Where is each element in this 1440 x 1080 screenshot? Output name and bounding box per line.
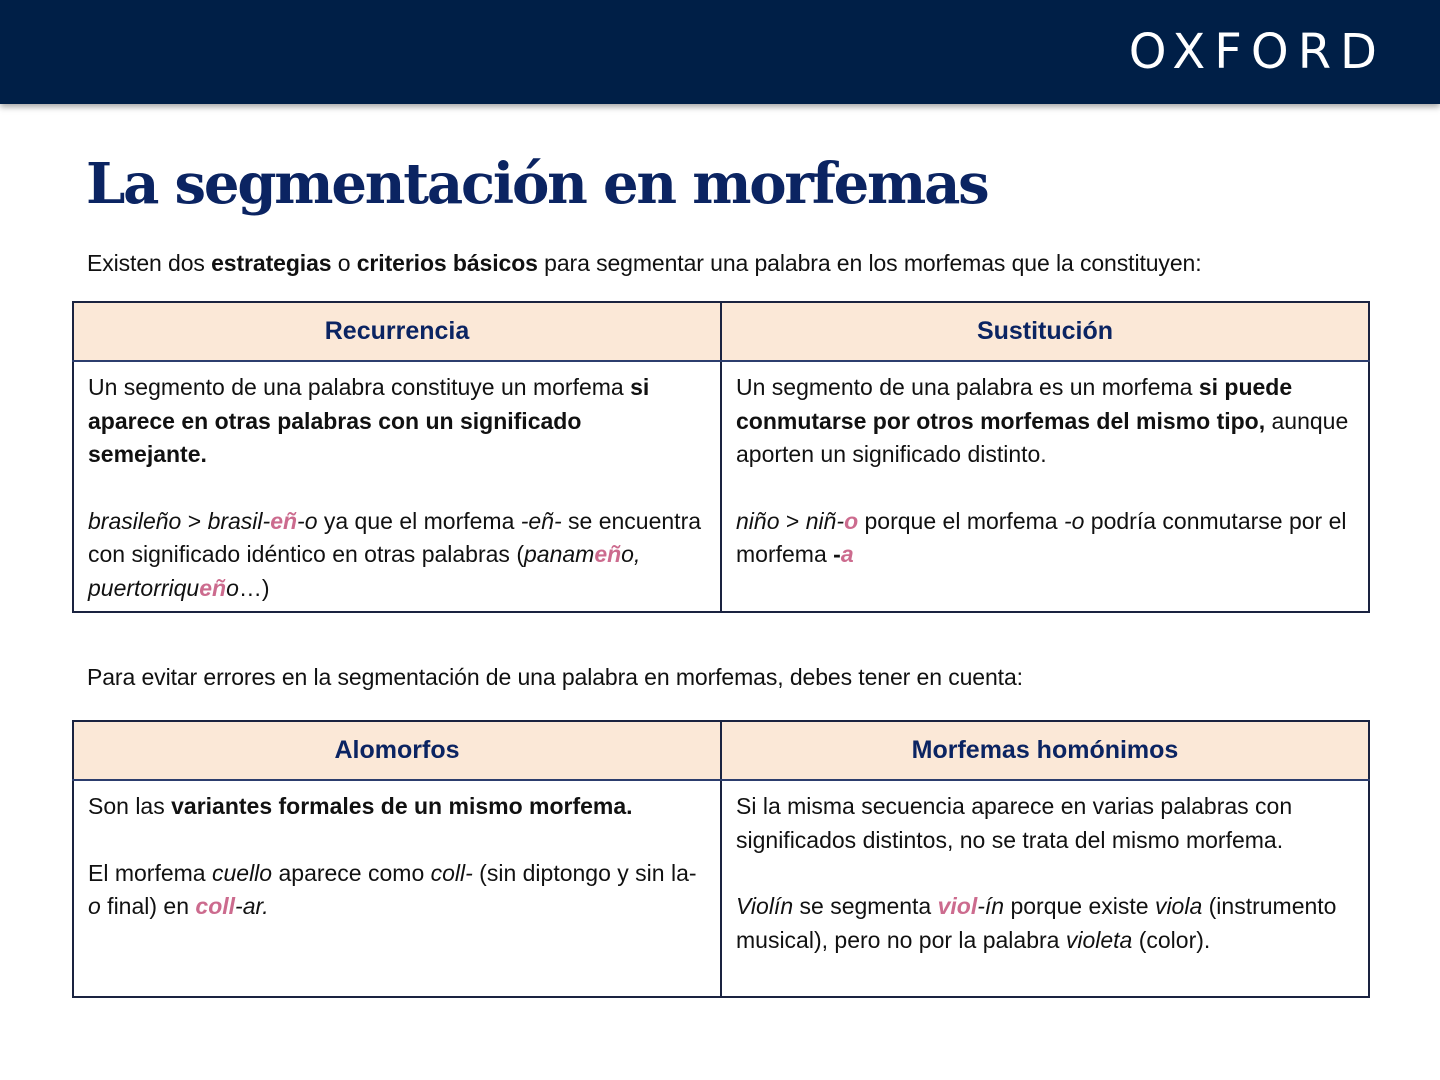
highlight-morpheme: viol [937,893,978,919]
oxford-logo: OXFORD [1128,24,1386,80]
definition-recurrencia: Un segmento de una palabra constituye un morfema si aparece en otras palabras con un significado semejante. [88,374,650,467]
intro-paragraph: Existen dos estrategias o criterios básicos para segmentar una palabra en los morfemas que la constituyen: [87,250,1202,276]
page-title: La segmentación en morfemas [86,151,988,217]
cell-recurrencia [73,361,721,612]
definition-sustitucion: Un segmento de una palabra es un morfema si puede conmutarse por otros morfemas del mismo tipo, aunque aporten un significado distinto. [736,374,1349,467]
example-morfemas-homonimos: Violín se segmenta viol-ín porque existe viola (instrumento musical), pero no por la palabra violeta (color). [736,893,1337,953]
strategies-table [72,301,1370,613]
top-banner [0,0,1440,104]
cell-sustitucion [721,361,1369,612]
highlight-morpheme: eñ [199,574,227,601]
highlight-morpheme: a [840,541,854,567]
warning-paragraph: Para evitar errores en la segmentación de una palabra en morfemas, debes tener en cuenta: [87,664,1023,690]
errors-table [72,720,1370,998]
example-recurrencia: brasileño > brasil-eñ-o ya que el morfema -eñ- se encuentra con significado idéntico en otras palabras (panameño, puertorriqueño…) [88,507,702,601]
definition-morfemas-homonimos: Si la misma secuencia aparece en varias palabras con significados distintos, no se trata del mismo morfema. [736,793,1293,853]
header-morfemas-homonimos: Morfemas homónimos [721,721,1369,780]
cell-alomorfos [73,780,721,997]
highlight-morpheme: o [844,507,859,534]
cell-morfemas-homonimos [721,780,1369,997]
definition-alomorfos: Son las variantes formales de un mismo morfema. [88,793,633,819]
example-sustitucion: niño > niñ-o porque el morfema -o podría conmutarse por el morfema -a [736,507,1347,567]
highlight-morpheme: eñ [594,541,622,567]
highlight-morpheme: coll [195,893,236,919]
header-recurrencia: Recurrencia [73,302,721,361]
header-sustitucion: Sustitución [721,302,1369,361]
example-alomorfos: El morfema cuello aparece como coll- (sin diptongo y sin la-o final) en coll-ar. [88,859,697,919]
header-alomorfos: Alomorfos [73,721,721,780]
highlight-morpheme: eñ [270,507,298,534]
